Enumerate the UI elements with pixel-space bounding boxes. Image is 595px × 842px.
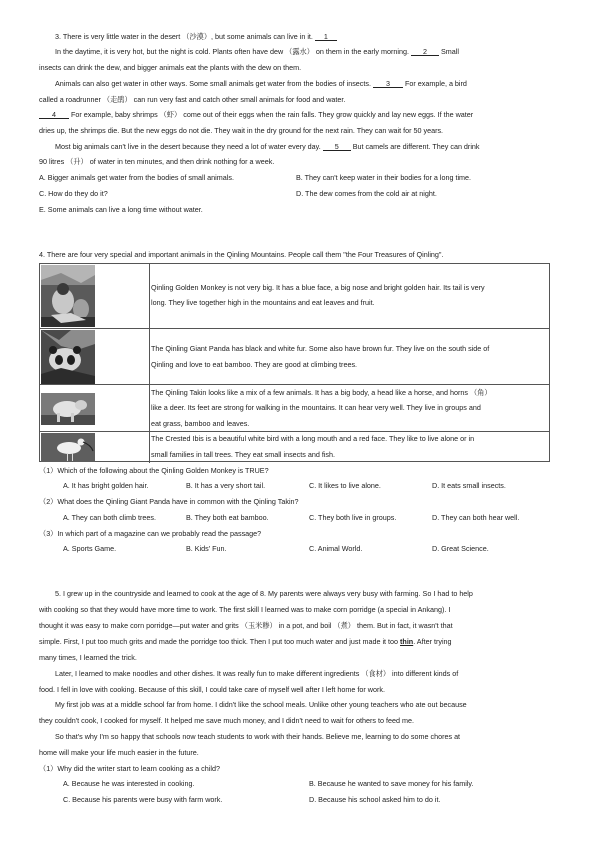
q4-q3-option-c[interactable]: C. Animal World. [309, 544, 363, 553]
q4-q2-option-d[interactable]: D. They can both hear well. [432, 513, 520, 522]
blank-3[interactable]: 3 [373, 80, 403, 88]
q4-question-2: （2）What does the Qinling Giant Panda have in common with the Qinling Takin? [39, 497, 299, 506]
q5-text-4a: simple. First, I put too much grits and made the porridge too thick. Then I put too much water and just made it too [39, 637, 399, 646]
q4-q3-option-d[interactable]: D. Great Science. [432, 544, 489, 553]
table-row [40, 431, 549, 463]
image-cell [40, 329, 150, 384]
q3-line-8 [55, 143, 480, 151]
q4-q3-option-b[interactable]: B. Kids' Fun. [186, 544, 227, 553]
q3-option-a[interactable]: A. Bigger animals get water from the bodies of small animals. [39, 173, 234, 182]
q3-line-5: called a roadrunner （走鹃） can run very fast and catch other small animals for food and water. [39, 95, 346, 104]
q3-option-c[interactable]: C. How do they do it? [39, 189, 108, 198]
animal-table [39, 263, 550, 462]
golden-monkey-photo [41, 265, 95, 327]
giant-panda-line-1: The Qinling Giant Panda has black and white fur. Some also have brown fur. They live on the south side of [151, 344, 490, 353]
takin-photo [41, 393, 95, 425]
q5-line-7: food. I fell in love with cooking. Because of this skill, I could take care of myself well after I left home for work. [39, 685, 385, 694]
q4-q2-option-a[interactable]: A. They can both climb trees. [63, 513, 156, 522]
crested-ibis-photo [41, 433, 95, 462]
image-cell [40, 385, 150, 431]
q3-text-5b: But camels are different. They can drink [352, 142, 480, 151]
giant-panda-line-2: Qinling and love to eat bamboo. They are good at climbing trees. [151, 360, 358, 369]
crested-ibis-line-2: small families in tall trees. They eat small insects and fish. [151, 450, 336, 459]
q5-question-1: （1）Why did the writer start to learn cooking as a child? [39, 764, 220, 773]
q5-q1-option-a[interactable]: A. Because he was interested in cooking. [63, 779, 195, 788]
q4-question-3: （3）In which part of a magazine can we probably read the passage? [39, 529, 262, 538]
q5-line-8: My first job was at a middle school far from home. I didn't like the school meals. Unlike other young teachers who ate out because [55, 700, 467, 709]
q5-q1-option-c[interactable]: C. Because his parents were busy with farm work. [63, 795, 223, 804]
image-cell [40, 264, 150, 328]
q3-line-6 [39, 111, 473, 119]
q3-text-2: In the daytime, it is very hot, but the night is cold. Plants often have dew （露水） on them in the early morning. [55, 47, 409, 56]
q5-text-4c: . After trying [413, 637, 452, 646]
q4-q3-option-a[interactable]: A. Sports Game. [63, 544, 117, 553]
table-row [40, 264, 549, 328]
q4-q2-option-c[interactable]: C. They both live in groups. [309, 513, 397, 522]
q4-q1-option-a[interactable]: A. It has bright golden hair. [63, 481, 149, 490]
q5-line-2: with cooking so that they would have more time to work. The first skill I learned was to make corn porridge (a special in Ankang). I [39, 605, 451, 614]
q5-line-1: 5. I grew up in the countryside and learned to cook at the age of 8. My parents were always very busy with farming. So I had to help [55, 589, 473, 598]
blank-1[interactable]: 1 [315, 33, 337, 41]
q3-text-1: 3. There is very little water in the desert （沙漠）, but some animals can live in it. [55, 32, 313, 41]
q3-line-3: insects can drink the dew, and bigger animals eat the plants with the dew on them. [39, 63, 302, 72]
q4-question-1: （1）Which of the following about the Qinling Golden Monkey is TRUE? [39, 466, 269, 475]
q3-text-3: Animals can also get water in other ways. Some small animals get water from the bodies of insects. [55, 79, 371, 88]
q3-text-4: For example, baby shrimps （虾） come out of their eggs when the rain falls. They grow quickly and lay new eggs. If the water [71, 110, 474, 119]
q3-option-b[interactable]: B. They can't keep water in their bodies for a long time. [296, 173, 472, 182]
blank-5[interactable]: 5 [323, 143, 351, 151]
q4-q1-option-c[interactable]: C. It likes to live alone. [309, 481, 381, 490]
q3-line-7: dries up, the shrimps die. But the new eggs do not die. They wait in the dry ground for the next rain. They can wait for 50 years. [39, 126, 444, 135]
q3-line-1 [55, 33, 337, 41]
blank-4[interactable]: 4 [39, 111, 69, 119]
q5-q1-option-d[interactable]: D. Because his school asked him to do it. [309, 795, 441, 804]
table-row [40, 384, 549, 431]
blank-2[interactable]: 2 [411, 48, 439, 56]
q3-line-9: 90 litres （升） of water in ten minutes, and then drink nothing for a week. [39, 157, 275, 166]
q5-line-3: thought it was easy to make corn porridge—put water and grits （玉米糁） in a pot, and boil （煮） them. But in fact, it wasn't that [39, 621, 453, 630]
q5-line-10: So that's why I'm so happy that schools now teach students to work with their hands. Believe me, learning to do some chores at [55, 732, 461, 741]
q3-text-3b: For example, a bird [405, 79, 467, 88]
q4-intro: 4. There are four very special and important animals in the Qinling Mountains. People call them "the Four Treasures of Qinling". [39, 250, 444, 259]
q3-text-2b: Small [440, 47, 459, 56]
underlined-word-thin: thin [400, 637, 414, 646]
takin-line-1: The Qinling Takin looks like a mix of a few animals. It has a big body, a head like a horse, and horns （角） [151, 388, 492, 397]
q5-line-5: many times, I learned the trick. [39, 653, 137, 662]
q3-option-d[interactable]: D. The dew comes from the cold air at night. [296, 189, 437, 198]
q3-line-2 [55, 48, 459, 56]
image-cell [40, 432, 150, 463]
q5-line-11: home will make your life much easier in the future. [39, 748, 199, 757]
crested-ibis-line-1: The Crested Ibis is a beautiful white bird with a long mouth and a red face. They like to live alone or in [151, 434, 475, 443]
q4-q1-option-d[interactable]: D. It eats small insects. [432, 481, 506, 490]
q3-option-e[interactable]: E. Some animals can live a long time without water. [39, 205, 203, 214]
golden-monkey-line-1: Qinling Golden Monkey is not very big. It has a blue face, a big nose and bright golden hair. Its tail is very [151, 283, 485, 292]
q5-q1-option-b[interactable]: B. Because he wanted to save money for his family. [309, 779, 474, 788]
golden-monkey-line-2: long. They live together high in the mountains and eat leaves and fruit. [151, 298, 375, 307]
q5-line-9: they couldn't cook, I cooked for myself. It helped me save much money, and I didn't need to wait for others to feed me. [39, 716, 414, 725]
takin-line-2: like a deer. Its feet are strong for walking in the mountains. It can hear very well. They live in groups and [151, 403, 481, 412]
q4-q2-option-b[interactable]: B. They both eat bamboo. [186, 513, 269, 522]
q5-line-6: Later, I learned to make noodles and other dishes. It was really fun to make different ingredients （食材） into different kinds of [55, 669, 459, 678]
q4-q1-option-b[interactable]: B. It has a very short tail. [186, 481, 266, 490]
q3-text-5: Most big animals can't live in the desert because they need a lot of water every day. [55, 142, 321, 151]
table-row [40, 328, 549, 384]
giant-panda-photo [41, 330, 95, 384]
takin-line-3: eat grass, bamboo and leaves. [151, 419, 250, 428]
q5-line-4 [39, 638, 452, 645]
q3-line-4 [55, 80, 467, 88]
